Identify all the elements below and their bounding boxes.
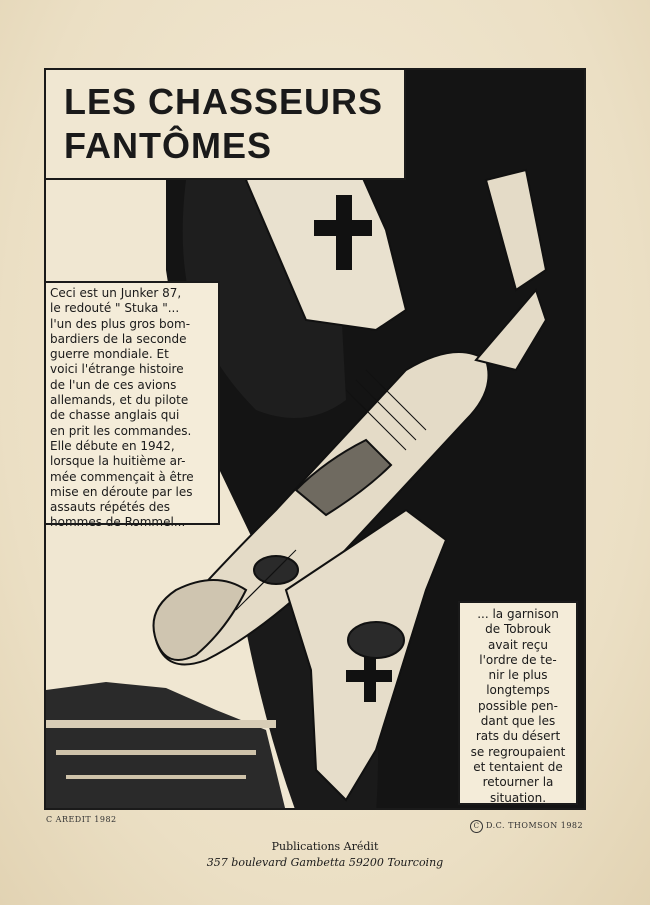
copyright-symbol: C: [470, 820, 483, 833]
caption-line: avait reçu: [488, 637, 548, 652]
caption-box-right: [458, 601, 578, 805]
caption-line: allemands, et du pilote: [50, 393, 189, 408]
caption-line: mée commençait à être: [50, 469, 194, 484]
caption-line: ... la garnison: [477, 607, 559, 621]
caption-line: Elle débute en 1942,: [50, 438, 175, 453]
copyright-left: C AREDIT 1982: [46, 815, 117, 824]
caption-line: mise en déroute par les: [50, 484, 193, 499]
caption-line: se regroupaient: [470, 744, 566, 759]
title-line-2: FANTÔMES: [64, 125, 273, 166]
caption-line: bardiers de la seconde: [50, 331, 187, 346]
water-line-3: [66, 775, 246, 779]
caption-line: hommes de Rommel...: [50, 515, 186, 530]
landing-gear-spat: [348, 622, 404, 658]
caption-line: lorsque la huitième ar-: [50, 454, 186, 469]
water-line-2: [56, 750, 256, 755]
caption-line: de chasse anglais qui: [50, 408, 180, 423]
caption-line: Ceci est un Junker 87,: [50, 286, 182, 300]
caption-line: guerre mondiale. Et: [50, 347, 169, 362]
caption-box-left: [44, 281, 220, 530]
publisher-name: Publications Arédit: [271, 840, 379, 853]
caption-line: dant que les: [480, 714, 556, 729]
caption-line: rats du désert: [475, 729, 561, 744]
caption-line: en prit les commandes.: [50, 423, 192, 438]
caption-line: et tentaient de: [473, 759, 563, 774]
caption-line: retourner la: [482, 775, 554, 790]
title-box: [44, 68, 406, 180]
caption-line: situation.: [489, 790, 547, 805]
water-line: [46, 720, 276, 728]
copyright-right: [470, 820, 583, 833]
publisher-address: 357 boulevard Gambetta 59200 Tourcoing: [206, 856, 444, 869]
caption-line: longtemps: [486, 683, 550, 698]
caption-line: nir le plus: [488, 668, 548, 683]
ground-silhouette: [46, 682, 286, 810]
caption-line: l'un des plus gros bom-: [50, 316, 191, 331]
caption-line: de Tobrouk: [485, 622, 551, 637]
copyright-right-text: D.C. THOMSON 1982: [486, 821, 584, 830]
caption-line: le redouté " Stuka "...: [50, 301, 180, 316]
caption-line: de l'un de ces avions: [50, 377, 177, 392]
caption-line: possible pen-: [478, 698, 558, 713]
caption-line: assauts répétés des: [50, 500, 171, 515]
caption-line: l'ordre de te-: [479, 652, 557, 667]
caption-line: voici l'étrange histoire: [50, 362, 184, 377]
title-line-1: LES CHASSEURS: [64, 81, 384, 122]
